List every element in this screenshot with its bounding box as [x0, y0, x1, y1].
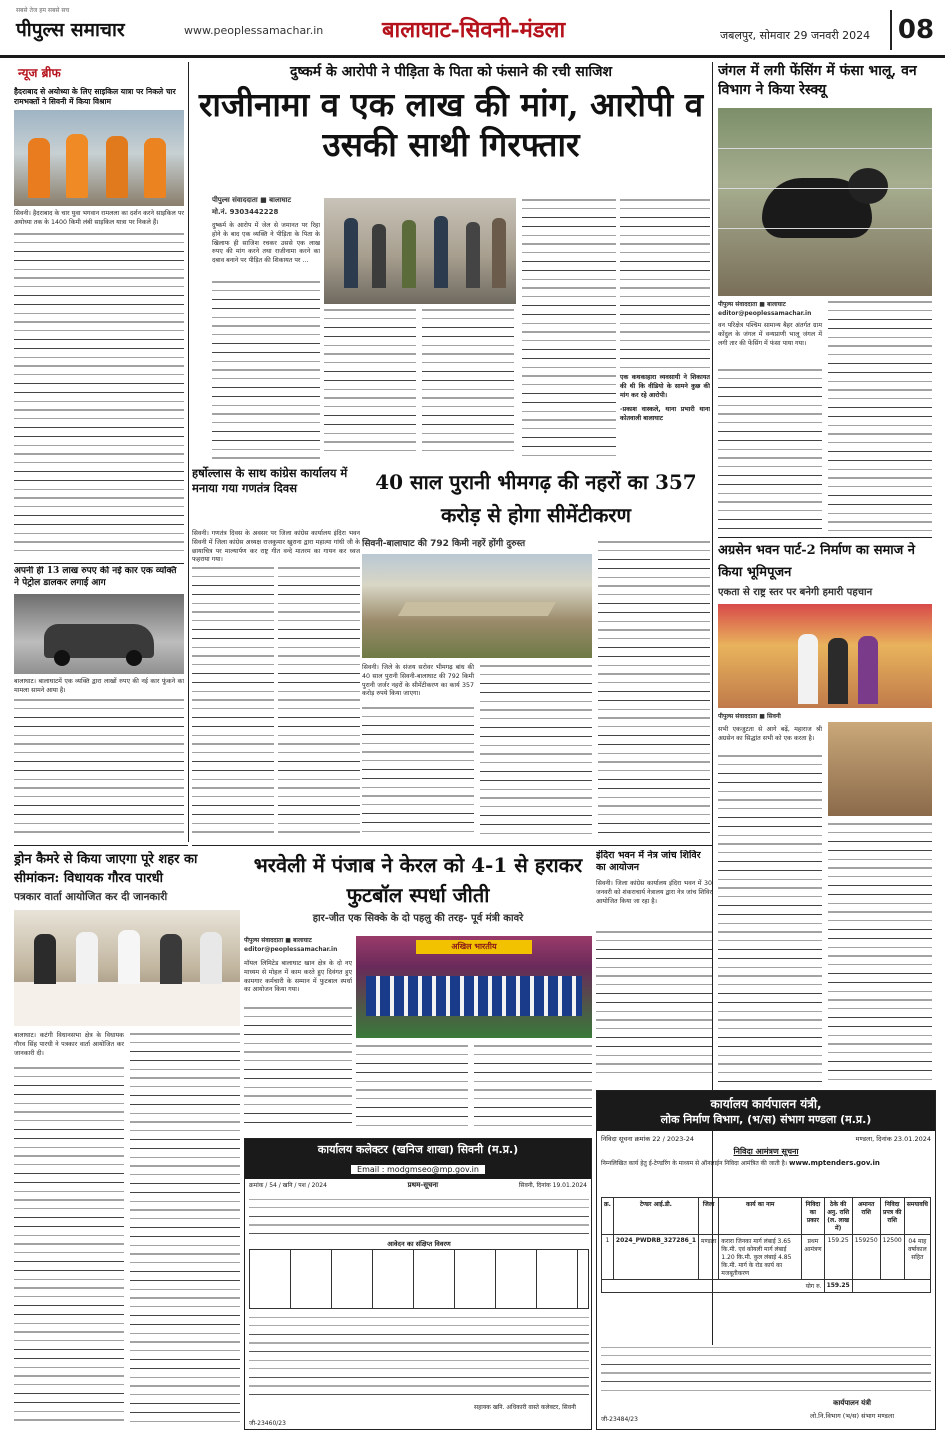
pwd-signoff: कार्यपालन यंत्री	[833, 1399, 871, 1407]
edition-title: बालाघाट-सिवनी-मंडला	[382, 17, 566, 43]
news-brief	[14, 62, 184, 562]
bhoomipujan-photo	[718, 604, 932, 708]
pwd-office: कार्यालय कार्यपालन यंत्री,	[710, 1097, 822, 1111]
agrasen-story	[718, 540, 932, 1086]
football-email: editor@peoplessamachar.in	[244, 946, 338, 953]
drone-story	[14, 850, 240, 1430]
main-quote: एक कथकाहारा व्यवसायी ने शिकायत की थी कि वीडियो के सामने कुछ की मांग कर रहे आरोपी।	[620, 374, 710, 399]
pwd-url[interactable]: www.mptenders.gov.in	[789, 1159, 880, 1167]
pwd-intro: निम्नलिखित कार्य हेतु ई-टेण्डरिंग के माध्यम से ऑनलाईन निविदा आमंत्रित की जाती है।	[601, 1160, 788, 1167]
pwd-cell-amount: 159.25	[824, 1235, 852, 1280]
bear-email: editor@peoplessamachar.in	[718, 310, 812, 317]
main-signoff: -प्रकाश वास्कले, थाना प्रभारी थाना कोतवाली बालाघाट	[620, 406, 710, 423]
canal-body: सिवनी। जिले के संजय सरोवर भीमगढ़ बांध की 40 साल पुरानी सिवनी-बालाघाट की 792 किमी पुरानी जर्जर नहरों के सीमेंटीकरण का कार्य 357 करोड़ रुपये किया जाएगा।	[362, 664, 474, 698]
bear-headline: जंगल में लगी फेंसिंग में फंसा भालू, वन विभाग ने किया रेस्क्यू	[718, 63, 917, 98]
pwd-table-header	[602, 1198, 931, 1235]
agrasen-byline: पीपुल्स संवाददाता ■ सिवनी	[718, 713, 781, 720]
main-mobile: मो.नं. 9303442228	[212, 208, 279, 216]
pwd-tender-table	[601, 1197, 931, 1293]
drone-subhead: पत्रकार वार्ता आयोजित कर दी जानकारी	[14, 891, 168, 903]
agrasen-headline: अग्रसेन भवन पार्ट-2 निर्माण का समाज ने किया भूमिपूजन	[718, 543, 916, 580]
collector-title: प्रथम-सूचना	[407, 1181, 439, 1189]
pwd-signoff-2: लो.नि.विभाग (भ/स) संभाग मण्डला	[810, 1412, 894, 1420]
pwd-total-label: योग रु.	[602, 1280, 825, 1293]
congress-body: सिवनी। गणतंत्र दिवस के अवसर पर जिला कांग्रेस कार्यालय इंदिरा भवन सिवनी में जिला कांग्रेस अध्यक्ष राजकुमार खुराना द्वारा महात्मा गांधी जी के छायाचित्र पर माल्यार्पण कर राष्ट्र गीत वन्दे मातरम का गायन कर ध्वज फहराया गया।	[192, 530, 360, 564]
pwd-total-row	[602, 1280, 931, 1293]
collector-date: सिवनी, दिनांक 19.01.2024	[518, 1182, 587, 1189]
pwd-col-work: कार्य का नाम	[719, 1198, 802, 1235]
congress-story	[192, 466, 360, 842]
main-body-col2	[324, 308, 416, 458]
main-body: दुष्कर्म के आरोप में जेल से जमानत पर रिहा होने के बाद एक व्यक्ति ने पीड़िता के पिता के खिलाफ ही साजिश रचकर उससे एक लाख रुपए की मांग करने तथा राजीनामा करने का दबाव बनाने पर पीड़ित की शिकायत पर ...	[212, 222, 320, 265]
pwd-code: जी-23484/23	[601, 1416, 638, 1423]
bear-body: वन परिक्षेत्र पश्चिम सामान्य बैहर अंतर्गत ग्राम कोंदुल के जंगल में वन्यप्राणी भालू जंगल में लगी तार की फेंसिंग में फंसा पाया गया।	[718, 322, 822, 347]
collector-ad-header	[245, 1139, 591, 1179]
pwd-notice-no: निविदा सूचना क्रमांक 22 / 2023-24	[601, 1135, 695, 1143]
collector-code: जी-23460/23	[249, 1420, 286, 1427]
car-fire-body-continued	[14, 698, 184, 838]
drone-headline: ड्रोन कैमरे से किया जाएगा पूरे शहर का सीमांकन: विधायक गौरव पारधी	[14, 852, 198, 886]
canal-headline: 40 साल पुरानी भीमगढ़ की नहरों का 357 करोड़ से होगा सीमेंटीकरण	[375, 470, 697, 527]
main-body-col4	[522, 198, 616, 458]
pwd-col-district: जिला	[699, 1198, 719, 1235]
drone-body-col2	[130, 1032, 240, 1426]
table-row	[602, 1235, 931, 1280]
football-story	[244, 850, 592, 1132]
main-body-col3	[422, 308, 514, 458]
brief-car-fire	[14, 566, 184, 842]
collector-table	[249, 1249, 589, 1309]
bear-byline: पीपुल्स संवाददाता ■ बालाघाट	[718, 301, 786, 308]
bear-body-col2	[828, 300, 932, 534]
pwd-col-sno: क्र.	[602, 1198, 614, 1235]
football-body-col2	[356, 1044, 468, 1130]
football-banner: अखिल भारतीय	[416, 940, 532, 954]
football-headline: भरवेली में पंजाब ने केरल को 4-1 से हराकर फुटबॉल स्पर्धा जीती	[253, 853, 583, 907]
pwd-total-value: 159.25	[824, 1280, 852, 1293]
brief-body: सिवनी। हैदराबाद के चार युवा भगवान रामलला का दर्शन करने साइकिल पर अयोध्या तक के 1400 किमी लंबी साइकिल यात्रा पर निकले हैं।	[14, 210, 184, 226]
bear-body-col1	[718, 368, 822, 534]
canal-body-col1	[362, 706, 474, 838]
brand-logo: पीपुल्स समाचार	[16, 19, 125, 41]
pwd-cell-type: प्रथम आमंत्रण	[802, 1235, 824, 1280]
football-subhead: हार-जीत एक सिक्के के दो पहलु की तरह- पूर्व मंत्री कावरे	[312, 913, 524, 924]
bear-photo	[718, 108, 932, 296]
pwd-col-form-fee: निविदा प्रपत्र की राशि	[880, 1198, 904, 1235]
pwd-ad	[596, 1090, 936, 1430]
football-body-col1	[244, 1006, 352, 1130]
canal-body-col3	[598, 540, 710, 838]
collector-ref: क्रमांक / 54 / खनि / पश / 2024	[249, 1182, 327, 1189]
pwd-cell-work: करारा जिनका मार्ग लंबाई 3.65 कि.मी. एवं कोयली मार्ग लंबाई 1.20 कि.मी. कुल लंबाई 4.85 कि.मी. मार्ग के रोड कार्य का मजबूतीकरण	[719, 1235, 802, 1280]
collector-ad	[244, 1138, 592, 1430]
eye-camp-body: सिवनी। जिला कांग्रेस कार्यालय इंदिरा भवन में 30 जनवरी को शंकराचार्य नेत्रालय द्वारा नेत्र जांच शिविर आयोजित किया जा रहा है।	[596, 880, 712, 905]
press-conference-photo	[14, 910, 240, 1026]
brief-body-continued	[14, 232, 184, 552]
car-fire-headline: अपनी ही 13 लाख रुपए की नई कार एक व्यक्ति ने पेट्रोल डालकर लगाई आग	[14, 566, 177, 588]
collector-intro	[249, 1197, 589, 1237]
congress-body-col2	[278, 566, 360, 838]
crowd-photo	[828, 722, 932, 816]
football-team-photo	[356, 936, 592, 1038]
news-brief-label: न्यूज ब्रीफ	[14, 62, 65, 83]
pwd-cell-duration: 04 माह वर्षाकाल सहित	[904, 1235, 930, 1280]
pwd-ad-header	[597, 1091, 935, 1131]
congress-headline: हर्षोल्लास के साथ कांग्रेस कार्यालय में मनाया गया गणतंत्र दिवस	[192, 466, 348, 495]
agrasen-body-col1	[718, 754, 822, 1084]
main-story	[192, 62, 710, 462]
canal-photo	[362, 554, 592, 658]
congress-body-col1	[192, 566, 274, 838]
collector-email: Email : modgmseo@mp.gov.in	[351, 1165, 485, 1174]
agrasen-subhead: एकता से राष्ट्र स्तर पर बनेगी हमारी पहचान	[718, 587, 873, 598]
main-body-col1	[212, 280, 320, 460]
car-fire-body: बालाघाट। बालाघाटमें एक व्यक्ति द्वारा लाखों रुपए की नई कार फूंकने का मामला सामने आया है।	[14, 678, 184, 694]
eye-camp-headline: इंदिरा भवन में नेत्र जांच शिविर का आयोजन	[596, 850, 701, 873]
football-body-col3	[474, 1044, 592, 1130]
page-number: 08	[890, 10, 940, 50]
collector-office: कार्यालय कलेक्टर (खनिज शाखा) सिवनी (म.प्र.)	[317, 1143, 519, 1156]
cyclists-photo	[14, 110, 184, 206]
collector-table-title: आवेदन का संक्षिप्त विवरण	[387, 1240, 451, 1248]
football-byline: पीपुल्स संवाददाता ■ बालाघाट	[244, 937, 312, 944]
brand-tagline: सबसे तेज हम सबसे सच	[16, 7, 70, 14]
agrasen-body-col2	[828, 822, 932, 1084]
brief-headline: हैदराबाद से अयोध्या के लिए साइकिल यात्रा पर निकले चार रामभक्तों ने सिवनी में किया विश्राम	[14, 87, 176, 106]
pwd-cell-district: मण्डला	[699, 1235, 719, 1280]
main-headline: राजीनामा व एक लाख की मांग, आरोपी व उसकी साथी गिरफ्तार	[198, 85, 704, 164]
pwd-col-duration: समयावधि	[904, 1198, 930, 1235]
pwd-cell-deposit: 159250	[852, 1235, 880, 1280]
eye-camp-story	[596, 850, 712, 1086]
collector-terms	[249, 1315, 589, 1401]
arrest-photo	[324, 198, 516, 304]
canal-subhead: सिवनी-बालाघाट की 792 किमी नहरें होंगी दुरुस्त	[362, 539, 526, 549]
main-quote-box	[620, 374, 710, 458]
pwd-col-type: निविदा का प्रकार	[802, 1198, 824, 1235]
pwd-cell-tender-id: 2024_PWDRB_327286_1	[613, 1235, 698, 1280]
eye-camp-body-continued	[596, 930, 712, 1080]
pwd-notice-title: निविदा आमंत्रण सूचना	[733, 1147, 799, 1156]
pwd-col-deposit: अमानत राशि	[852, 1198, 880, 1235]
pwd-terms	[601, 1345, 931, 1397]
bear-story	[718, 62, 932, 536]
pwd-dept: लोक निर्माण विभाग, (भ/स) संभाग मण्डला (म.प्र.)	[660, 1113, 872, 1126]
masthead	[0, 0, 945, 58]
pwd-cell-sno: 1	[602, 1235, 614, 1280]
website-link[interactable]: www.peoplessamachar.in	[184, 24, 324, 37]
main-body-col5	[620, 198, 710, 368]
pwd-date: मण्डला, दिनांक 23.01.2024	[855, 1135, 931, 1143]
drone-body-col1	[14, 1066, 124, 1426]
pwd-col-amount: ठेके की अनु. राशि (ल. लाख में)	[824, 1198, 852, 1235]
main-kicker: दुष्कर्म के आरोपी ने पीड़िता के पिता को फंसाने की रची साजिश	[289, 64, 613, 80]
agrasen-body: सभी एकजुटता से आगे बढ़ें, महाराज श्री अग्रसेन का सिद्धांत सभी को एक करता है।	[718, 726, 822, 742]
canal-body-col2	[480, 664, 592, 838]
main-byline: पीपुल्स संवाददाता ■ बालाघाट	[212, 196, 291, 204]
dateline: जबलपुर, सोमवार 29 जनवरी 2024	[720, 29, 871, 42]
canal-story	[362, 466, 710, 842]
burnt-car-photo	[14, 594, 184, 674]
pwd-col-tender-id: टेण्डर आई.डी.	[613, 1198, 698, 1235]
collector-signoff: सहायक खनि. अधिकारी वास्ते कलेक्टर, सिवनी	[474, 1404, 576, 1411]
drone-body: बालाघाट। कटंगी विधानसभा क्षेत्र के विधायक गौरव सिंह पारधी ने पत्रकार वार्ता आयोजित कर जानकारी दी।	[14, 1032, 124, 1057]
pwd-cell-form-fee: 12500	[880, 1235, 904, 1280]
football-body: मॉयल लिमिटेड बालाघाट खान क्षेत्र के दो नए माध्यम से मोहल में काम करते हुए दिवंगत हुए कामगार कर्मचारी के सम्मान में फुटबाल स्पर्धा का आयोजन किया गया।	[244, 960, 352, 994]
